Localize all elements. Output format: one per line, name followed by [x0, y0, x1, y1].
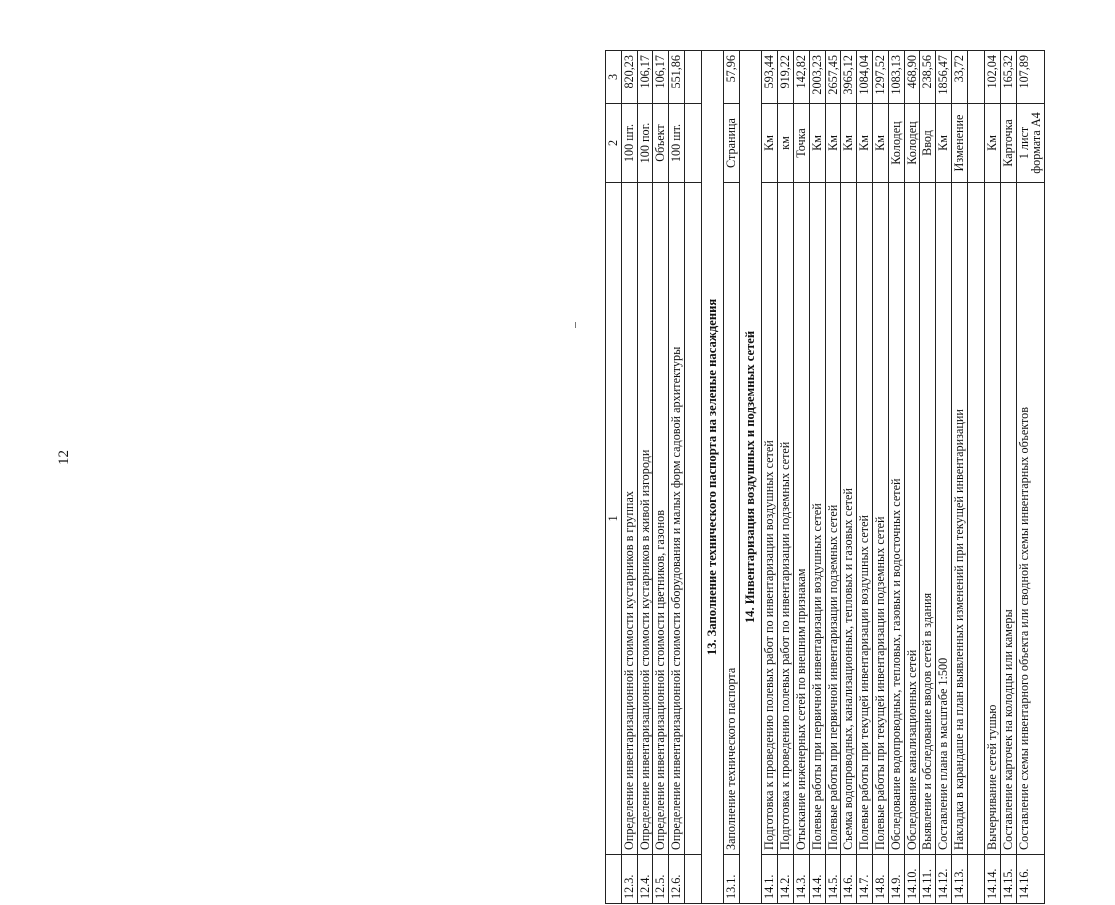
item-description: Полевые работы при первичной инвентаризации воздушных сетей — [809, 183, 825, 855]
item-number: 14.1. — [762, 855, 778, 904]
item-unit: км — [778, 104, 794, 183]
item-number: 12.6. — [669, 855, 685, 904]
item-price: 142,82 — [793, 51, 809, 104]
item-unit: Км — [984, 104, 1000, 183]
item-price: 919,22 — [778, 51, 794, 104]
item-price: 106,17 — [637, 51, 653, 104]
section-heading-row — [740, 51, 762, 904]
item-number: 14.13. — [952, 855, 968, 904]
blank-cell — [685, 104, 702, 183]
blank-cell — [967, 104, 984, 183]
item-price: 2657,45 — [825, 51, 841, 104]
table-row — [621, 51, 637, 904]
item-price: 33,72 — [952, 51, 968, 104]
item-price: 1083,13 — [888, 51, 904, 104]
blank-cell — [685, 51, 702, 104]
item-number: 14.4. — [809, 855, 825, 904]
item-description: Определение инвентаризационной стоимости кустарников в живой изгороди — [637, 183, 653, 855]
item-price: 1297,52 — [873, 51, 889, 104]
item-price: 106,17 — [653, 51, 669, 104]
rotated-page-content — [605, 50, 1115, 904]
item-price: 107,89 — [1016, 51, 1045, 104]
item-price: 102,04 — [984, 51, 1000, 104]
header-col-1: 1 — [606, 183, 622, 855]
table-row — [920, 51, 936, 904]
table-row — [778, 51, 794, 904]
item-price: 593,44 — [762, 51, 778, 104]
item-number: 14.6. — [841, 855, 857, 904]
item-price: 468,90 — [904, 51, 920, 104]
item-unit: Км — [857, 104, 873, 183]
item-unit: Изменение — [952, 104, 968, 183]
table-row — [653, 51, 669, 904]
item-description: Составление схемы инвентарного объекта или сводной схемы инвентарных объектов — [1016, 183, 1045, 855]
table-header-row — [606, 51, 622, 904]
item-price: 2003,23 — [809, 51, 825, 104]
table-row — [669, 51, 685, 904]
item-unit: 100 пог. — [637, 104, 653, 183]
item-unit: Колодец — [888, 104, 904, 183]
item-number: 14.5. — [825, 855, 841, 904]
item-number: 14.11. — [920, 855, 936, 904]
page-number: 12 — [56, 450, 72, 465]
item-description: Заполнение технического паспорта — [724, 183, 740, 855]
table-row — [888, 51, 904, 904]
item-number: 13.1. — [724, 855, 740, 904]
item-description: Полевые работы при текущей инвентаризации подземных сетей — [873, 183, 889, 855]
item-unit: Км — [762, 104, 778, 183]
item-number: 14.10. — [904, 855, 920, 904]
table-row — [825, 51, 841, 904]
table-row — [936, 51, 952, 904]
item-unit: Страница — [724, 104, 740, 183]
blank-cell — [967, 183, 984, 855]
item-unit: 1 лист формата А4 — [1016, 104, 1045, 183]
item-description: Вычерчивание сетей тушью — [984, 183, 1000, 855]
item-unit: Км — [936, 104, 952, 183]
item-unit: 100 шт. — [669, 104, 685, 183]
table-row — [841, 51, 857, 904]
blank-cell — [967, 51, 984, 104]
table-row — [762, 51, 778, 904]
scan-mark — [575, 322, 576, 328]
header-col-1-spacer — [606, 855, 622, 904]
item-price: 1084,04 — [857, 51, 873, 104]
item-number: 14.8. — [873, 855, 889, 904]
item-unit: Км — [809, 104, 825, 183]
section-heading: 13. Заполнение технического паспорта на зеленые насаждения — [702, 51, 724, 904]
header-col-2: 2 — [606, 104, 622, 183]
item-price: 238,56 — [920, 51, 936, 104]
item-number: 14.15. — [1000, 855, 1016, 904]
table-row — [724, 51, 740, 904]
item-description: Выявление и обследование вводов сетей в здания — [920, 183, 936, 855]
item-description: Подготовка к проведению полевых работ по инвентаризации воздушных сетей — [762, 183, 778, 855]
item-description: Обследование водопроводных, тепловых, газовых и водосточных сетей — [888, 183, 904, 855]
table-row — [1016, 51, 1045, 904]
table-row — [857, 51, 873, 904]
item-price: 551,86 — [669, 51, 685, 104]
item-price: 57,96 — [724, 51, 740, 104]
table-row — [637, 51, 653, 904]
item-price: 165,32 — [1000, 51, 1016, 104]
table-row — [952, 51, 968, 904]
item-number: 14.3. — [793, 855, 809, 904]
header-col-3: 3 — [606, 51, 622, 104]
item-number: 14.14. — [984, 855, 1000, 904]
price-table-body — [606, 51, 1045, 904]
blank-row — [685, 51, 702, 904]
item-price: 3965,12 — [841, 51, 857, 104]
item-description: Накладка в карандаше на план выявленных изменений при текущей инвентаризации — [952, 183, 968, 855]
blank-row — [967, 51, 984, 904]
item-unit: Ввод — [920, 104, 936, 183]
section-heading-row — [702, 51, 724, 904]
table-row — [904, 51, 920, 904]
item-unit: Км — [825, 104, 841, 183]
item-description: Определение инвентаризационной стоимости кустарников в группах — [621, 183, 637, 855]
table-row — [1000, 51, 1016, 904]
item-number: 12.4. — [637, 855, 653, 904]
item-number: 14.16. — [1016, 855, 1045, 904]
item-number: 12.5. — [653, 855, 669, 904]
item-number: 12.3. — [621, 855, 637, 904]
item-number: 14.7. — [857, 855, 873, 904]
item-unit: Км — [873, 104, 889, 183]
item-description: Определение инвентаризационной стоимости оборудования и малых форм садовой архитектуры — [669, 183, 685, 855]
item-unit: Карточка — [1000, 104, 1016, 183]
item-number: 14.9. — [888, 855, 904, 904]
section-heading: 14. Инвентаризация воздушных и подземных сетей — [740, 51, 762, 904]
item-unit: Точка — [793, 104, 809, 183]
item-description: Обследование канализационных сетей — [904, 183, 920, 855]
item-number: 14.2. — [778, 855, 794, 904]
blank-cell — [685, 855, 702, 904]
item-description: Полевые работы при текущей инвентаризации воздушных сетей — [857, 183, 873, 855]
table-row — [984, 51, 1000, 904]
item-description: Определение инвентаризационной стоимости цветников, газонов — [653, 183, 669, 855]
item-description: Составление карточек на колодцы или камеры — [1000, 183, 1016, 855]
item-number: 14.12. — [936, 855, 952, 904]
item-description: Отыскание инженерных сетей по внешним признакам — [793, 183, 809, 855]
table-row — [793, 51, 809, 904]
table-row — [809, 51, 825, 904]
item-price: 820,23 — [621, 51, 637, 104]
item-unit: Объект — [653, 104, 669, 183]
item-description: Полевые работы при первичной инвентаризации подземных сетей — [825, 183, 841, 855]
item-unit: Км — [841, 104, 857, 183]
price-table — [605, 50, 1045, 904]
item-unit: 100 шт. — [621, 104, 637, 183]
item-description: Составление плана в масштабе 1:500 — [936, 183, 952, 855]
item-unit: Колодец — [904, 104, 920, 183]
blank-cell — [685, 183, 702, 855]
item-description: Подготовка к проведению полевых работ по инвентаризации подземных сетей — [778, 183, 794, 855]
blank-cell — [967, 855, 984, 904]
table-row — [873, 51, 889, 904]
item-description: Съемка водопроводных, канализационных, тепловых и газовых сетей — [841, 183, 857, 855]
item-price: 1856,47 — [936, 51, 952, 104]
